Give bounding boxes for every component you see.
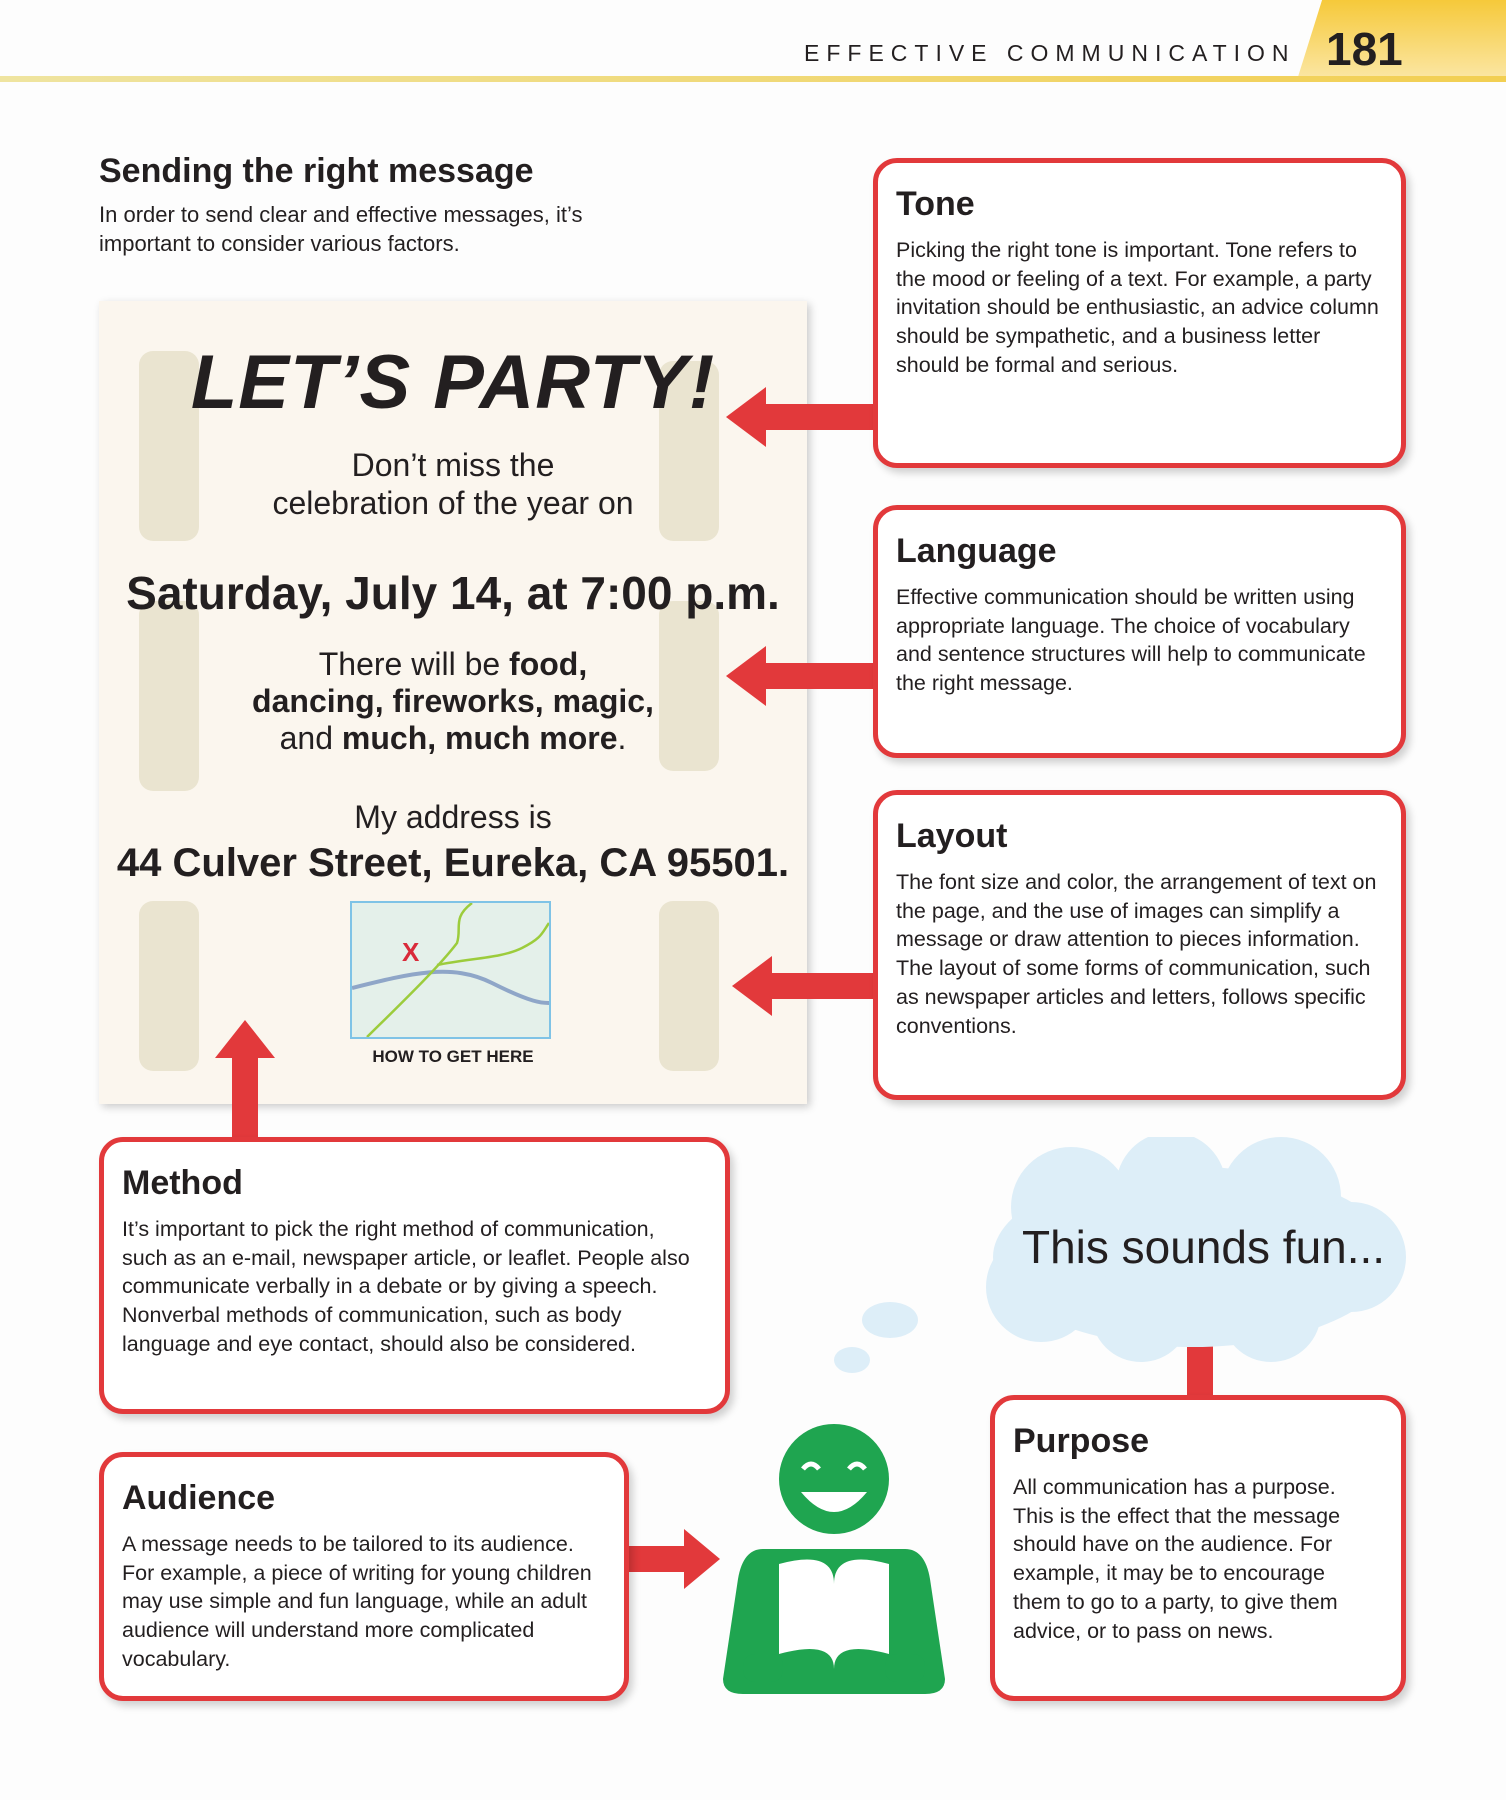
thought-bubbles [830,1300,920,1390]
box-title: Tone [896,185,975,223]
text-bold: dancing, fireworks, magic, [252,683,654,719]
audience-arrow [629,1546,687,1572]
text-bold: much, much more [341,720,618,756]
box-text: All communication has a purpose. This is the effect that the message should have on the audience. For example, it may be to encourage them to go to a party, to give them advice, or to pass on news. [1013,1475,1341,1643]
box-text: Picking the right tone is important. Tone refers to the mood or feeling of a text. For example, a party invitation should be enthusiastic, an advice column should be sympathetic, and a business letter should be formal and serious. [896,238,1379,377]
arrow-head [726,387,766,447]
layout-arrow [766,973,873,999]
address: 44 Culver Street, Eureka, CA 95501. [116,841,790,885]
arrow-head [684,1529,720,1589]
map-caption: HOW TO GET HERE [372,1047,534,1066]
invitation-activities [99,646,807,757]
method-arrow [232,1055,258,1140]
purpose-box [990,1395,1406,1701]
arrow-head [726,646,766,706]
intro-text: In order to send clear and effective messages, it’s important to consider various factors. [99,202,583,256]
box-title: Audience [122,1479,276,1517]
address-label: My address is [354,799,552,835]
map-image [350,901,551,1039]
chapter-title: EFFECTIVE COMMUNICATION [804,40,1296,66]
method-box [99,1137,730,1414]
text: and [279,720,342,756]
language-arrow [760,663,873,689]
tone-box [873,158,1406,468]
box-title: Language [896,532,1057,570]
invitation-headline: LET’S PARTY! [190,340,716,425]
dancer-figure [139,901,199,1071]
thought-text: This sounds fun... [1022,1221,1386,1273]
box-title: Layout [896,817,1008,855]
arrow-head [215,1020,275,1058]
layout-box [873,790,1406,1100]
box-title: Method [122,1164,243,1202]
invitation-date: Saturday, July 14, at 7:00 p.m. [126,567,780,619]
box-text: A message needs to be tailored to its audience. For example, a piece of writing for young children may use simple and fun language, while an adult audience will understand more complicated vocabulary. [122,1532,592,1671]
text: . [617,720,627,756]
box-title: Purpose [1013,1422,1150,1460]
arrow-head [732,956,772,1016]
invitation-intro [99,446,807,522]
reader-icon [723,1424,945,1706]
intro-line: Don’t miss the [351,447,555,483]
audience-box [99,1452,629,1701]
dancer-figure [659,901,719,1071]
header-rule [0,76,1506,82]
language-box [873,505,1406,758]
map-mark: X [402,937,420,967]
intro-line: celebration of the year on [272,485,634,521]
tone-arrow [760,404,873,430]
box-text: Effective communication should be written using appropriate language. The choice of vocabulary and sentence structures will help to communicate the right message. [896,585,1366,696]
box-text: The font size and color, the arrangement of text on the page, and the use of images can simplify a message or draw attention to pieces information. The layout of some forms of communication, such as newspaper articles and letters, follows specific conventions. [896,870,1377,1038]
party-invitation [99,301,807,1104]
text-bold: food, [509,646,588,682]
section-title: Sending the right message [99,152,534,190]
box-text: It’s important to pick the right method of communication, such as an e-mail, newspaper article, or leaflet. People also communicate verbally in a debate or by giving a speech. Nonverbal methods of communication, such as body language and eye contact, should also be considered. [122,1217,690,1356]
text: There will be [318,646,510,682]
page-number: 181 [1326,23,1403,75]
